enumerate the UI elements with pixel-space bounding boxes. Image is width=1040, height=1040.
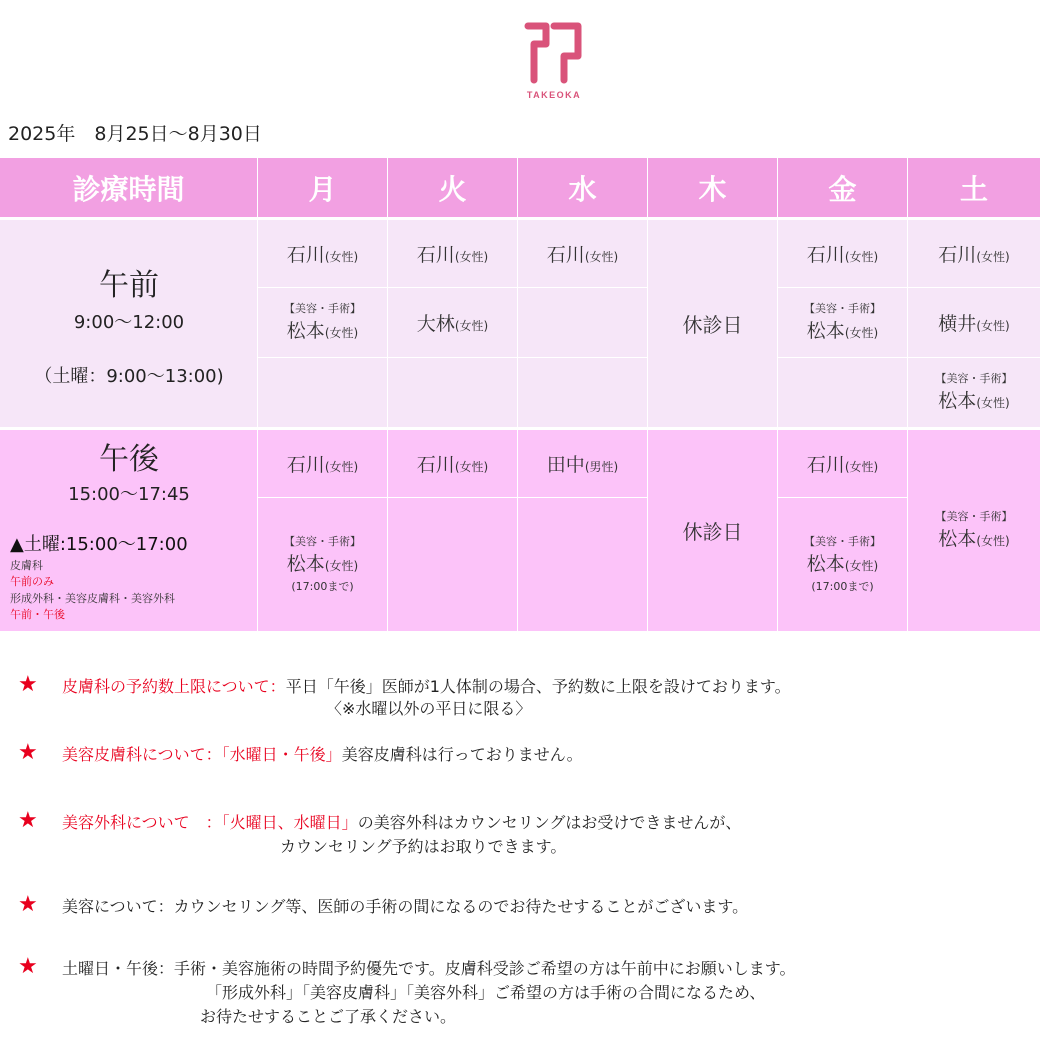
takeoka-logo-mark	[524, 22, 584, 84]
am-sat-slot-3	[908, 358, 1040, 428]
header-hours-label: 診療時間	[0, 158, 258, 218]
header-day-fri: 金	[778, 158, 908, 218]
pm-tue-slot-2-empty	[388, 498, 518, 632]
header-day-mon: 月	[258, 158, 388, 218]
note-line-2: 「形成外科」「美容皮膚科」「美容外科」ご希望の方は手術の合間になるため、	[206, 983, 766, 1002]
pm-title: 午後	[99, 442, 159, 477]
end-time-note: (17:00まで)	[811, 580, 874, 593]
doctor-sex: (女性)	[324, 250, 359, 264]
department-tag: 【美容・手術】	[804, 535, 881, 548]
pm-note-derm-when: 午前のみ	[10, 575, 54, 588]
note-body: 平日「午後」医師が1人体制の場合、予約数に上限を設けております。	[285, 677, 791, 696]
note-body: 美容皮膚科は行っておりません。	[341, 745, 583, 764]
doctor-name: 松本	[286, 553, 325, 575]
doctor-name: 松本	[806, 320, 845, 342]
pm-mon-slot-1	[258, 430, 388, 498]
header-day-tue: 火	[388, 158, 518, 218]
pm-mon-slot-2	[258, 498, 388, 632]
note-line	[62, 744, 583, 766]
week-range: 2025年 8月25日～8月30日	[8, 123, 262, 145]
note-line-2: 〈※水曜以外の平日に限る〉	[326, 699, 532, 718]
closed-label: 休診日	[682, 313, 743, 337]
doctor-name: 松本	[938, 528, 977, 550]
doctor-sex: (女性)	[844, 460, 879, 474]
star-icon: ★	[18, 808, 38, 833]
doctor-sex: (女性)	[844, 559, 879, 573]
end-time-note: (17:00まで)	[291, 580, 354, 593]
doctor-sex: (女性)	[976, 319, 1010, 333]
am-tue-slot-2	[388, 288, 518, 358]
doctor-name: 松本	[938, 390, 977, 412]
am-mon-slot-3-empty	[258, 358, 388, 428]
doctor-sex: (女性)	[324, 326, 359, 340]
pm-wed-slot-1	[518, 430, 648, 498]
am-fri-slot-1	[778, 220, 908, 288]
doctor-name: 大林	[416, 313, 455, 335]
note-title: 美容皮膚科について：「水曜日・午後」	[62, 745, 342, 764]
header-day-sat: 土	[908, 158, 1040, 218]
pm-note-other: 形成外科・美容皮膚科・美容外科	[10, 592, 175, 605]
department-tag: 【美容・手術】	[804, 302, 881, 315]
star-icon: ★	[18, 740, 38, 765]
am-tue-slot-1	[388, 220, 518, 288]
takeoka-logo	[514, 22, 594, 106]
doctor-sex: (女性)	[976, 250, 1010, 264]
doctor-name: 石川	[806, 454, 845, 476]
doctor-name: 石川	[416, 244, 455, 266]
pm-note-derm: 皮膚科	[10, 559, 43, 572]
am-mon-slot-1	[258, 220, 388, 288]
pm-wed-slot-2-empty	[518, 498, 648, 632]
doctor-name: 石川	[416, 454, 455, 476]
header-day-thu: 木	[648, 158, 778, 218]
doctor-sex: (女性)	[976, 396, 1010, 410]
star-icon: ★	[18, 954, 38, 979]
am-fri-slot-3-empty	[778, 358, 908, 428]
doctor-sex: (女性)	[324, 460, 359, 474]
star-icon: ★	[18, 892, 38, 917]
department-tag: 【美容・手術】	[284, 535, 361, 548]
note-line-2: カウンセリング予約はお取りできます。	[280, 837, 567, 856]
note-body: 土曜日・午後：手術・美容施術の時間予約優先です。皮膚科受診ご希望の方は午前中にお願いします。	[62, 959, 796, 978]
am-tue-slot-3-empty	[388, 358, 518, 428]
am-fri-slot-2	[778, 288, 908, 358]
pm-hours: 15:00～17:45	[68, 484, 190, 505]
pm-fri-slot-1	[778, 430, 908, 498]
doctor-name: 松本	[806, 553, 845, 575]
department-tag: 【美容・手術】	[935, 510, 1013, 523]
doctor-name: 田中	[546, 454, 585, 476]
am-mon-slot-2	[258, 288, 388, 358]
doctor-name: 石川	[286, 244, 325, 266]
doctor-sex: (女性)	[844, 250, 879, 264]
pm-fri-slot-2	[778, 498, 908, 632]
logo-text: TAKEOKA	[526, 90, 582, 100]
am-saturday-hours: （土曜：9:00～13:00)	[34, 366, 224, 387]
pm-label-cell	[0, 430, 258, 632]
doctor-sex: (女性)	[324, 559, 359, 573]
doctor-sex: (女性)	[844, 326, 879, 340]
department-tag: 【美容・手術】	[935, 372, 1013, 385]
doctor-name: 松本	[286, 320, 325, 342]
am-sat-slot-1	[908, 220, 1040, 288]
am-label-cell	[0, 220, 258, 428]
doctor-sex: (女性)	[454, 319, 489, 333]
closed-label: 休診日	[682, 520, 743, 544]
doctor-name: 石川	[806, 244, 845, 266]
pm-saturday-hours: ▲土曜:15:00～17:00	[10, 534, 188, 555]
star-icon: ★	[18, 672, 38, 697]
doctor-name: 石川	[546, 244, 585, 266]
pm-note-other-when: 午前・午後	[10, 608, 65, 621]
doctor-sex: (女性)	[454, 460, 489, 474]
note-title: 皮膚科の予約数上限について：	[62, 677, 286, 696]
header-day-wed: 水	[518, 158, 648, 218]
pm-sat-slot	[908, 430, 1040, 632]
doctor-sex: (男性)	[584, 460, 619, 474]
department-tag: 【美容・手術】	[284, 302, 361, 315]
note-line	[62, 812, 741, 834]
doctor-sex: (女性)	[454, 250, 489, 264]
pm-tue-slot-1	[388, 430, 518, 498]
am-hours: 9:00～12:00	[73, 312, 185, 333]
am-sat-slot-2	[908, 288, 1040, 358]
doctor-sex: (女性)	[976, 534, 1010, 548]
am-wed-slot-3-empty	[518, 358, 648, 428]
note-line-3: お待たせすることご了承ください。	[200, 1007, 457, 1026]
doctor-name: 石川	[286, 454, 325, 476]
doctor-name: 横井	[938, 313, 977, 335]
am-wed-slot-1	[518, 220, 648, 288]
schedule-table	[0, 158, 1040, 632]
doctor-sex: (女性)	[584, 250, 619, 264]
am-thu-closed	[648, 220, 778, 428]
doctor-name: 石川	[938, 244, 977, 266]
note-body: の美容外科はカウンセリングはお受けできませんが、	[357, 813, 742, 832]
note-line	[62, 676, 791, 698]
pm-thu-closed	[648, 430, 778, 632]
note-body: 美容について：カウンセリング等、医師の手術の間になるのでお待たせすることがございます。	[62, 897, 749, 916]
note-title: 美容外科について ：「火曜日、水曜日」	[62, 813, 358, 832]
am-title: 午前	[99, 268, 159, 303]
am-wed-slot-2-empty	[518, 288, 648, 358]
